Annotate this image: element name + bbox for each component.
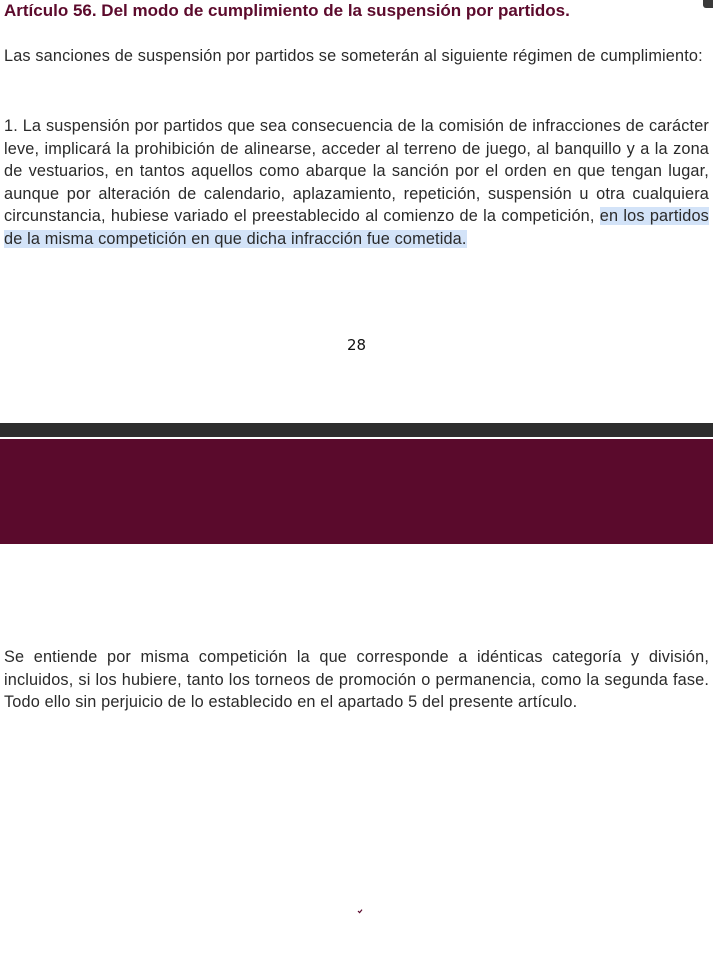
highlighted-text-selection[interactable]: en los partidos de la misma competición en que dicha infracción fue cometida. — [4, 207, 709, 248]
banner — [0, 439, 713, 544]
article-continuation-paragraph: Se entiende por misma competición la que corresponde a idénticas categoría y división, incluidos, si los hubiere, tanto los torneos de promoción o permanencia, como la segunda fase. Todo ello sin perjuicio de lo establecido en el apartado 5 del presente artículo. — [4, 648, 709, 712]
cycle-graphic — [306, 891, 402, 971]
document-check-icon — [346, 896, 364, 915]
article-heading: Artículo 56. Del modo de cumplimiento de la suspensión por partidos. — [4, 1, 570, 20]
item-1-text: 1. La suspensión por partidos que sea consecuencia de la comisión de infracciones de carácter leve, implicará la prohibición de alinearse, acceder al terreno de juego, al banquillo y a la zona de vestuarios, en tantos aquellos como abarque la sanción por el orden en que tengan lugar, aunque por alteración de calendario, aplazamiento, repetición, suspensión u otra cualquiera circunstancia, hubiese variado el preestablecido al comienzo de la competición, — [4, 117, 709, 226]
page-number: 28 — [346, 336, 367, 354]
article-intro-paragraph: Las sanciones de suspensión por partidos se someterán al siguiente régimen de cumplimiento: — [4, 47, 703, 65]
soccer-ball-icon — [318, 938, 333, 953]
article-item-1-paragraph — [4, 115, 709, 251]
scales-icon — [372, 935, 392, 948]
page-separator-band — [0, 423, 713, 437]
